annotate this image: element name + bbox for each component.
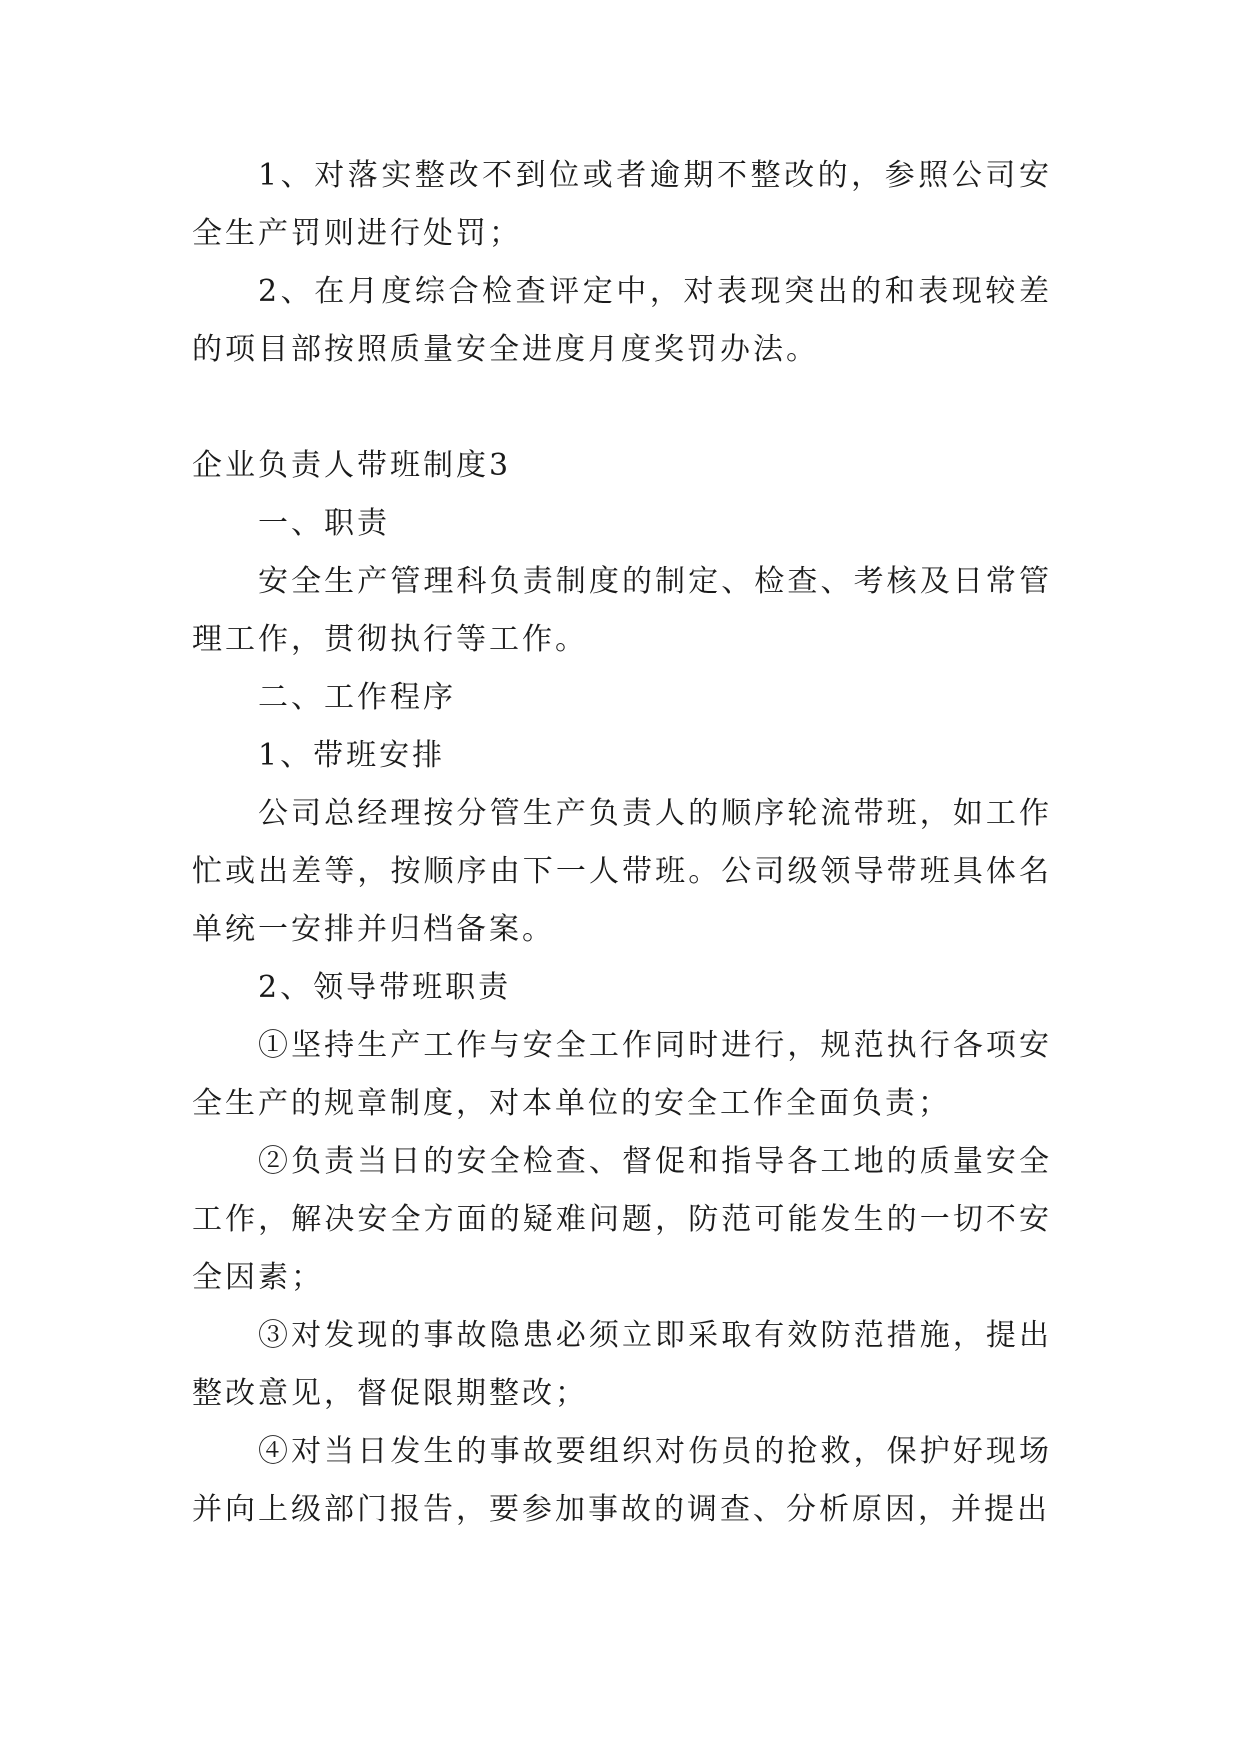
paragraph-duty-2: ②负责当日的安全检查、督促和指导各工地的质量安全工作，解决安全方面的疑难问题，防范可能发生的一切不安全因素； (192, 1144, 1052, 1295)
paragraph-responsibilities: 安全生产管理科负责制度的制定、检查、考核及日常管理工作，贯彻执行等工作。 (192, 564, 1052, 657)
section-title: 企业负责人带班制度3 (192, 448, 512, 483)
paragraph-shift-arrangement: 公司总经理按分管生产负责人的顺序轮流带班，如工作忙或出差等，按顺序由下一人带班。公司级领导带班具体名单统一安排并归档备案。 (192, 796, 1052, 947)
heading-work-procedure: 二、工作程序 (258, 680, 456, 715)
heading-leader-duties: 2、领导带班职责 (258, 970, 512, 1005)
paragraph-penalty-item-1: 1、对落实整改不到位或者逾期不整改的，参照公司安全生产罚则进行处罚； (192, 158, 1052, 251)
heading-shift-arrangement: 1、带班安排 (258, 738, 446, 773)
paragraph-duty-4: ④对当日发生的事故要组织对伤员的抢救，保护好现场并向上级部门报告，要参加事故的调查、分析原因，并提出 (192, 1434, 1052, 1527)
paragraph-duty-1: ①坚持生产工作与安全工作同时进行，规范执行各项安全生产的规章制度，对本单位的安全工作全面负责； (192, 1028, 1052, 1121)
section-gap (192, 379, 1052, 437)
paragraph-penalty-item-2: 2、在月度综合检查评定中，对表现突出的和表现较差的项目部按照质量安全进度月度奖罚办法。 (192, 274, 1052, 367)
heading-responsibilities: 一、职责 (258, 506, 390, 541)
document-body (192, 147, 1052, 1539)
paragraph-duty-3: ③对发现的事故隐患必须立即采取有效防范措施，提出整改意见，督促限期整改； (192, 1318, 1052, 1411)
